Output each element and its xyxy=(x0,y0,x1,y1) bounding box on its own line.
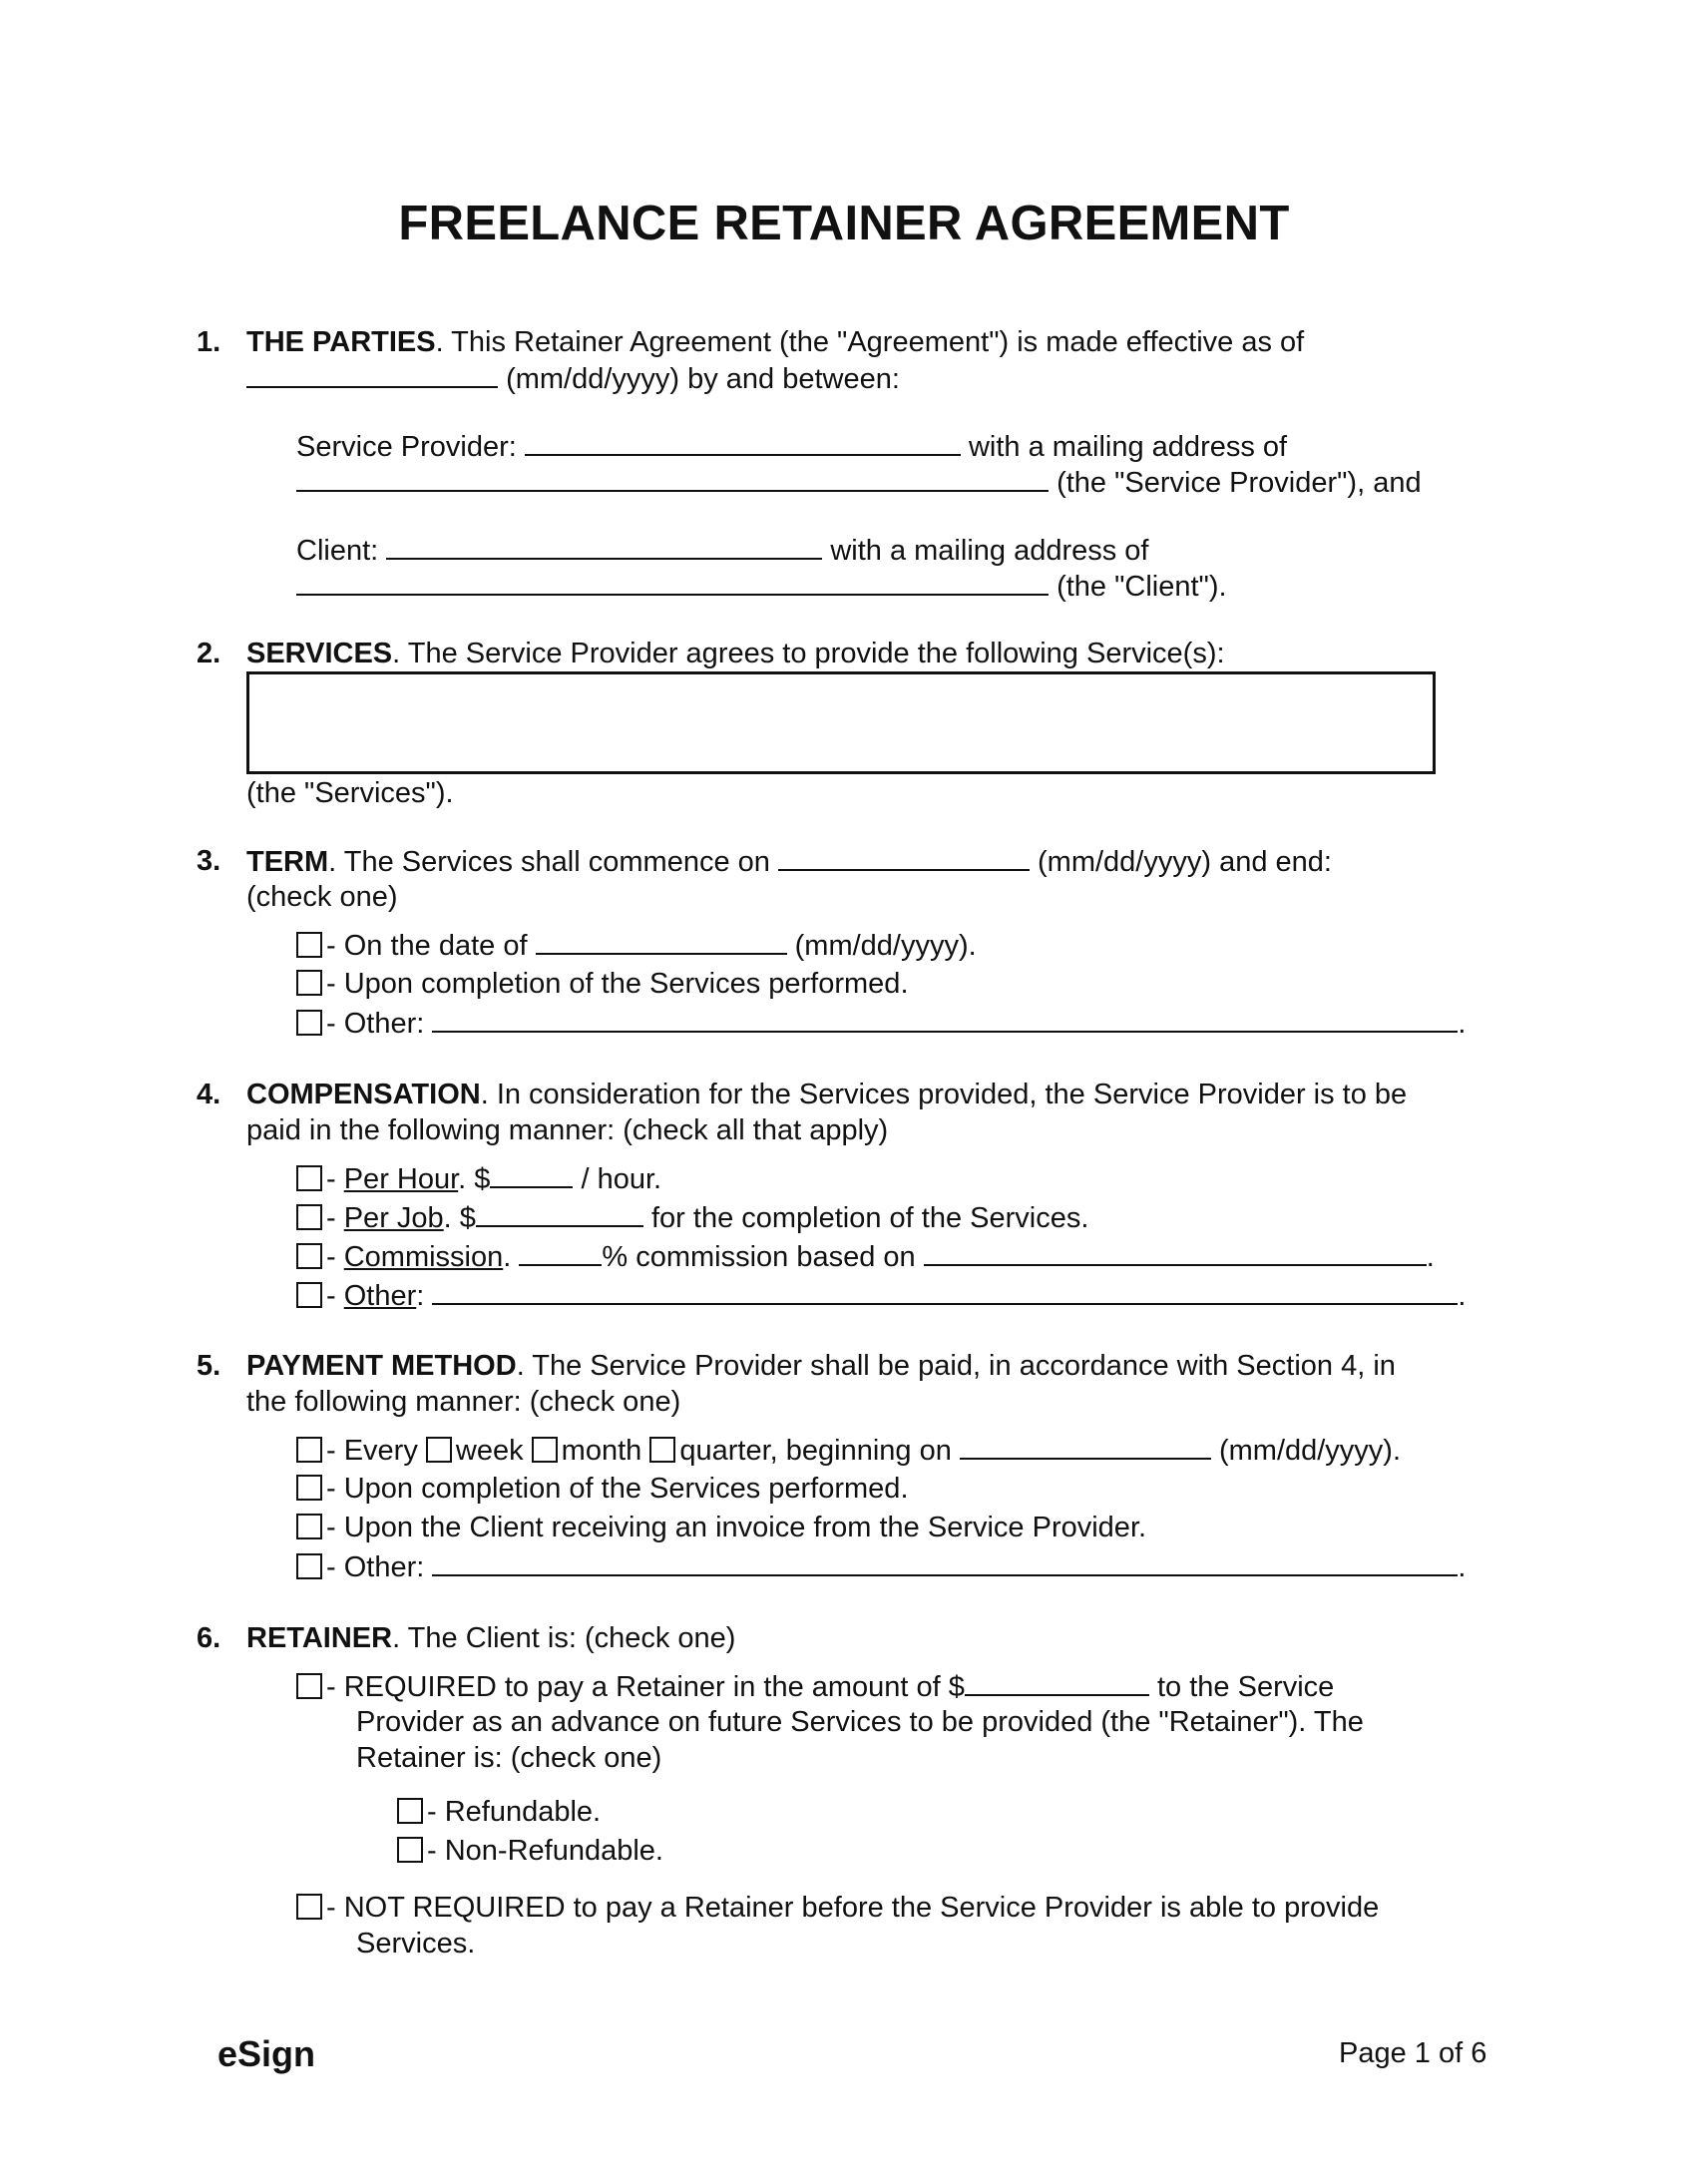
payment-other-checkbox[interactable] xyxy=(296,1553,322,1579)
retainer-required-text-2: Provider as an advance on future Services to be provided (the "Retainer"). The xyxy=(356,1706,1364,1738)
payment-other-blank[interactable] xyxy=(432,1548,1458,1576)
client-name-blank[interactable] xyxy=(386,532,822,560)
commission-period: . xyxy=(503,1241,512,1273)
service-provider-address-blank[interactable] xyxy=(296,464,1049,492)
payment-other-label: - Other: xyxy=(326,1551,425,1583)
client-line xyxy=(296,532,1148,569)
term-option-other xyxy=(296,1005,1466,1042)
term-option-other-label: - Other: xyxy=(326,1008,425,1040)
term-option-completion-label: - Upon completion of the Services performed. xyxy=(326,968,909,1000)
section-1-heading: THE PARTIES xyxy=(246,326,436,358)
commission-percent-blank[interactable] xyxy=(519,1238,602,1266)
payment-quarter-label: quarter, beginning on xyxy=(679,1435,952,1467)
client-mail-text: with a mailing address of xyxy=(830,535,1149,567)
section-4-text-1: . In consideration for the Services provided, the Service Provider is to be xyxy=(480,1079,1408,1110)
section-6-text: . The Client is: (check one) xyxy=(392,1622,736,1654)
payment-invoice-label: - Upon the Client receiving an invoice from the Service Provider. xyxy=(326,1512,1147,1543)
per-hour-amount-blank[interactable] xyxy=(490,1160,573,1188)
payment-invoice-checkbox[interactable] xyxy=(296,1514,322,1539)
payment-completion-label: - Upon completion of the Services performed. xyxy=(326,1473,909,1505)
comp-other xyxy=(296,1277,1466,1314)
retainer-required-text-3: Retainer is: (check one) xyxy=(356,1742,662,1774)
payment-completion-checkbox[interactable] xyxy=(296,1475,322,1501)
per-job-text: for the completion of the Services. xyxy=(650,1202,1089,1234)
retainer-not-required-text-2: Services. xyxy=(356,1928,476,1960)
section-1-text-2: (mm/dd/yyyy) by and between: xyxy=(506,363,900,395)
section-5-heading: PAYMENT METHOD xyxy=(246,1350,517,1382)
retainer-not-required-line-1 xyxy=(296,1890,1379,1926)
section-3-line-1 xyxy=(246,843,1332,880)
section-1-line-1 xyxy=(246,324,1304,360)
section-2-line-1 xyxy=(246,636,1225,671)
commission-dash: - xyxy=(326,1241,344,1273)
payment-begin-date-blank[interactable] xyxy=(960,1432,1211,1460)
per-hour-checkbox[interactable] xyxy=(296,1165,322,1191)
section-3-text-1: . The Services shall commence on xyxy=(328,846,770,878)
retainer-refundable xyxy=(397,1794,601,1830)
section-6-number: 6. xyxy=(197,1622,221,1654)
section-3-text-3: (check one) xyxy=(246,881,398,913)
per-job-dash: - xyxy=(326,1202,344,1234)
payment-every xyxy=(296,1432,1401,1469)
payment-other xyxy=(296,1548,1466,1585)
commission-label: Commission xyxy=(343,1241,504,1273)
commission-dot: . xyxy=(1426,1241,1435,1273)
service-provider-end-text: (the "Service Provider"), and xyxy=(1056,467,1422,499)
commission-basis-blank[interactable] xyxy=(924,1238,1427,1266)
section-5-text-1: . The Service Provider shall be paid, in accordance with Section 4, in xyxy=(516,1350,1396,1382)
per-job-amount-blank[interactable] xyxy=(476,1199,643,1227)
retainer-amount-blank[interactable] xyxy=(965,1668,1149,1696)
section-2-text: . The Service Provider agrees to provide the following Service(s): xyxy=(392,638,1225,669)
payment-quarter-checkbox[interactable] xyxy=(649,1437,675,1463)
per-hour-dollar: . $ xyxy=(458,1163,491,1195)
per-job-checkbox[interactable] xyxy=(296,1204,322,1230)
section-5-line-1 xyxy=(246,1348,1396,1384)
term-option-completion xyxy=(296,966,909,1002)
retainer-required-line-1 xyxy=(296,1668,1334,1705)
client-address-line xyxy=(296,568,1227,605)
term-date-checkbox[interactable] xyxy=(296,932,322,958)
payment-completion xyxy=(296,1471,909,1507)
comp-other-colon: : xyxy=(416,1280,425,1312)
retainer-required-text-1b: to the Service xyxy=(1156,1671,1335,1703)
payment-week-checkbox[interactable] xyxy=(426,1437,452,1463)
per-hour-label: Per Hour xyxy=(343,1163,459,1195)
retainer-not-required-checkbox[interactable] xyxy=(296,1894,322,1920)
non-refundable-label: - Non-Refundable. xyxy=(427,1835,663,1867)
commission-text: % commission based on xyxy=(602,1241,916,1273)
retainer-not-required-text-1: - NOT REQUIRED to pay a Retainer before the Service Provider is able to provide xyxy=(326,1892,1380,1924)
client-end-text: (the "Client"). xyxy=(1056,571,1227,603)
term-other-checkbox[interactable] xyxy=(296,1010,322,1036)
service-provider-mail-text: with a mailing address of xyxy=(968,431,1288,463)
page-number: Page 1 of 6 xyxy=(1339,2037,1487,2069)
payment-other-dot: . xyxy=(1458,1551,1467,1583)
section-5-number: 5. xyxy=(197,1350,221,1382)
commence-date-blank[interactable] xyxy=(778,843,1030,871)
section-2-number: 2. xyxy=(197,638,221,669)
per-hour-unit: / hour. xyxy=(581,1163,662,1195)
payment-invoice xyxy=(296,1510,1146,1545)
term-completion-checkbox[interactable] xyxy=(296,970,322,996)
retainer-required-checkbox[interactable] xyxy=(296,1673,322,1699)
service-provider-label: Service Provider: xyxy=(296,431,517,463)
term-option-date-format: (mm/dd/yyyy). xyxy=(794,930,977,962)
section-5-text-2: the following manner: (check one) xyxy=(246,1386,681,1418)
retainer-non-refundable xyxy=(397,1833,663,1869)
section-1-text-1: . This Retainer Agreement (the "Agreement") is made effective as of xyxy=(435,326,1305,358)
retainer-required-text-1: - REQUIRED to pay a Retainer in the amount of $ xyxy=(326,1671,965,1703)
section-1-line-2 xyxy=(246,360,900,397)
client-label: Client: xyxy=(296,535,379,567)
per-job-dollar: . $ xyxy=(443,1202,476,1234)
per-hour-dash: - xyxy=(326,1163,344,1195)
services-input-box[interactable] xyxy=(246,671,1436,774)
section-1-number: 1. xyxy=(197,326,221,358)
effective-date-blank[interactable] xyxy=(246,360,498,388)
comp-other-dash: - xyxy=(326,1280,344,1312)
section-2-after: (the "Services"). xyxy=(246,777,454,809)
comp-commission xyxy=(296,1238,1435,1275)
payment-month-checkbox[interactable] xyxy=(532,1437,558,1463)
payment-month-label: month xyxy=(561,1435,642,1467)
section-4-text-2: paid in the following manner: (check all that apply) xyxy=(246,1114,889,1146)
term-option-date-label: - On the date of xyxy=(326,930,528,962)
section-4-number: 4. xyxy=(197,1079,221,1110)
refundable-checkbox[interactable] xyxy=(397,1798,423,1824)
comp-per-job xyxy=(296,1199,1088,1236)
comp-other-dot: . xyxy=(1458,1280,1467,1312)
document-title: FREELANCE RETAINER AGREEMENT xyxy=(398,197,1290,250)
comp-other-label: Other xyxy=(343,1280,417,1312)
refundable-label: - Refundable. xyxy=(427,1796,602,1828)
term-option-date xyxy=(296,927,977,964)
esign-logo: eSign xyxy=(217,2033,316,2074)
client-address-blank[interactable] xyxy=(296,568,1049,596)
comp-other-checkbox[interactable] xyxy=(296,1282,322,1308)
section-4-line-1 xyxy=(246,1077,1407,1112)
payment-every-label: - Every xyxy=(326,1435,418,1467)
section-6-line-1 xyxy=(246,1620,735,1656)
commission-checkbox[interactable] xyxy=(296,1243,322,1269)
non-refundable-checkbox[interactable] xyxy=(397,1837,423,1863)
comp-other-blank[interactable] xyxy=(432,1277,1458,1305)
service-provider-address-line xyxy=(296,464,1422,501)
term-end-date-blank[interactable] xyxy=(536,927,787,955)
term-other-dot: . xyxy=(1458,1008,1467,1040)
section-2-heading: SERVICES xyxy=(246,638,393,669)
payment-every-checkbox[interactable] xyxy=(296,1437,322,1463)
service-provider-name-blank[interactable] xyxy=(525,428,961,456)
payment-date-format: (mm/dd/yyyy). xyxy=(1218,1435,1402,1467)
section-3-text-2: (mm/dd/yyyy) and end: xyxy=(1038,846,1332,878)
service-provider-line xyxy=(296,428,1287,465)
section-4-heading: COMPENSATION xyxy=(246,1079,481,1110)
term-other-blank[interactable] xyxy=(432,1005,1458,1033)
per-job-label: Per Job xyxy=(343,1202,444,1234)
payment-week-label: week xyxy=(455,1435,524,1467)
section-3-heading: TERM xyxy=(246,846,329,878)
section-6-heading: RETAINER xyxy=(246,1622,393,1654)
comp-per-hour xyxy=(296,1160,661,1197)
section-3-number: 3. xyxy=(197,845,221,877)
